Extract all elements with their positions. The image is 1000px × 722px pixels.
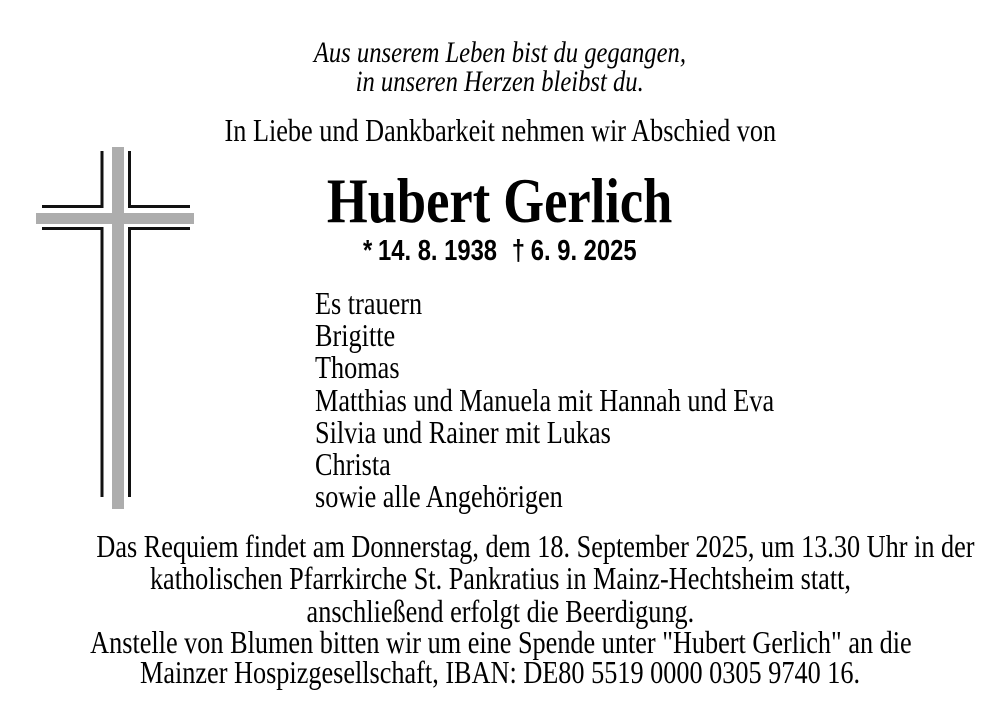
mourner-item: Matthias und Manuela mit Hannah und Eva bbox=[315, 381, 775, 418]
intro-line bbox=[0, 114, 1000, 146]
life-dates bbox=[0, 237, 1000, 266]
deceased-name-text: Hubert Gerlich bbox=[327, 165, 673, 236]
service-details bbox=[0, 530, 1000, 627]
mourner-item: Thomas bbox=[315, 349, 400, 386]
mourner-item: sowie alle Angehörigen bbox=[315, 478, 563, 515]
born-star-symbol: * bbox=[363, 235, 373, 267]
service-line-3: anschließend erfolgt die Beerdigung. bbox=[306, 592, 694, 629]
deceased-name bbox=[0, 165, 1000, 236]
donation-line-2: Mainzer Hospizgesellschaft, IBAN: DE80 5519 0000 0305 9740 16. bbox=[139, 654, 861, 690]
epigraph-line-1: Aus unserem Leben bist du gegangen, bbox=[313, 36, 687, 69]
donation-line-1: Anstelle von Blumen bitten wir um eine Spende unter "Hubert Gerlich" an die bbox=[90, 624, 912, 660]
service-line-1: Das Requiem findet am Donnerstag, dem 18. September 2025, um 13.30 Uhr in der bbox=[96, 528, 975, 564]
mourner-item: Christa bbox=[315, 446, 391, 483]
mourner-item: Silvia und Rainer mit Lukas bbox=[315, 413, 611, 450]
mourners-list bbox=[315, 285, 975, 515]
birth-date-group bbox=[363, 235, 497, 267]
epigraph-line-2: in unseren Herzen bleibst du. bbox=[355, 65, 645, 98]
epigraph bbox=[0, 38, 1000, 96]
service-line-2: katholischen Pfarrkirche St. Pankratius in Mainz-Hechtsheim statt, bbox=[149, 560, 851, 597]
intro-text: In Liebe und Dankbarkeit nehmen wir Abschied von bbox=[224, 112, 776, 148]
mourner-item: Brigitte bbox=[315, 317, 396, 354]
death-date-group bbox=[512, 235, 637, 267]
death-dagger-symbol: † bbox=[512, 235, 526, 267]
donation-request bbox=[0, 624, 1000, 690]
birth-date: 14. 8. 1938 bbox=[378, 235, 498, 267]
mourners-heading: Es trauern bbox=[315, 285, 423, 321]
death-date: 6. 9. 2025 bbox=[530, 235, 637, 267]
